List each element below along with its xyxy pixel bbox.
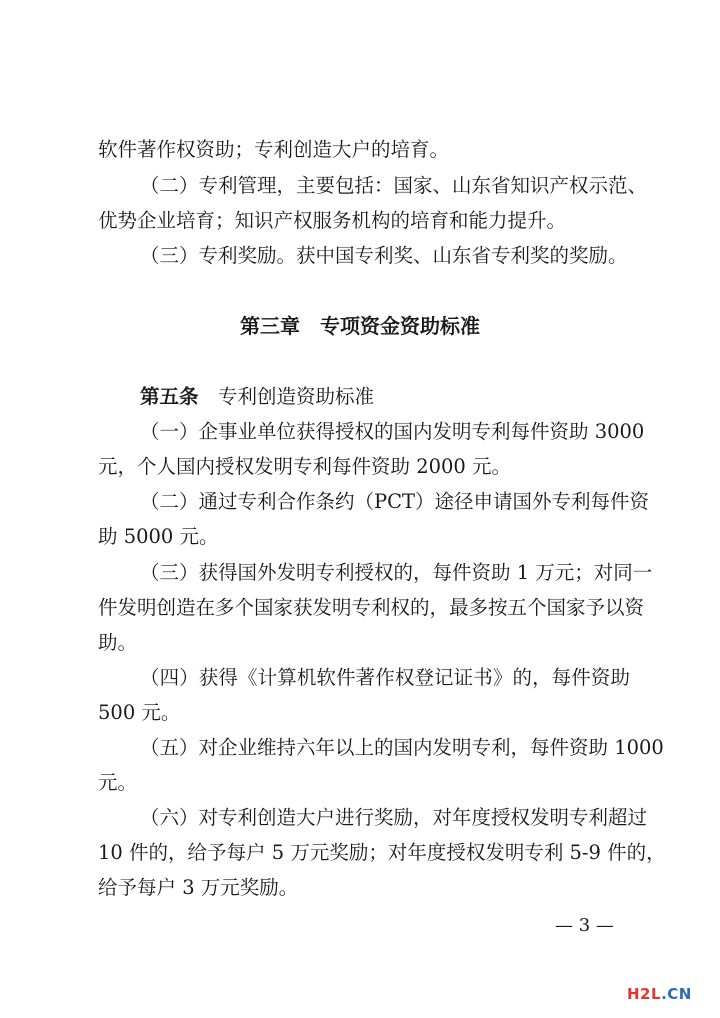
paragraph-line: 助。 [98, 631, 138, 654]
paragraph-line: 优势企业培育；知识产权服务机构的培育和能力提升。 [98, 209, 567, 232]
paragraph-line: （三）获得国外发明专利授权的，每件资助 1 万元；对同一 [140, 561, 653, 584]
paragraph-line: 件发明创造在多个国家获发明专利权的，最多按五个国家予以资 [98, 596, 645, 619]
paragraph-line: （六）对专利创造大户进行奖励，对年度授权发明专利超过 [140, 806, 648, 829]
paragraph-line: 软件著作权资助；专利创造大户的培育。 [98, 138, 450, 161]
paragraph-line: 元。 [98, 771, 138, 794]
paragraph-line: （三）专利奖励。获中国专利奖、山东省专利奖的奖励。 [140, 244, 628, 267]
paragraph-line: （二）通过专利合作条约（PCT）途径申请国外专利每件资 [140, 490, 650, 513]
paragraph-line: 助 5000 元。 [98, 525, 219, 548]
article-number: 第五条 [140, 385, 199, 408]
watermark-part-b: .CN [661, 985, 692, 1003]
paragraph-line: （二）专利管理，主要包括：国家、山东省知识产权示范、 [140, 174, 648, 197]
paragraph-line: 给予每户 3 万元奖励。 [98, 876, 299, 899]
article-title: 专利创造资助标准 [218, 385, 375, 408]
paragraph-line: （四）获得《计算机软件著作权登记证书》的，每件资助 [140, 666, 630, 689]
article-heading [140, 384, 374, 410]
paragraph-line: （一）企事业单位获得授权的国内发明专利每件资助 3000 [140, 420, 645, 443]
paragraph-line: 元，个人国内授权发明专利每件资助 2000 元。 [98, 455, 512, 478]
chapter-heading: 第三章 专项资金资助标准 [240, 314, 480, 338]
site-watermark-logo [627, 984, 692, 1004]
paragraph-line: （五）对企业维持六年以上的国内发明专利，每件资助 1000 [140, 736, 664, 759]
watermark-part-a: H2L [627, 985, 662, 1003]
paragraph-line: 500 元。 [98, 701, 181, 724]
paragraph-line: 10 件的，给予每户 5 万元奖励；对年度授权发明专利 5-9 件的， [98, 841, 666, 864]
page-number: — 3 — [555, 915, 614, 936]
